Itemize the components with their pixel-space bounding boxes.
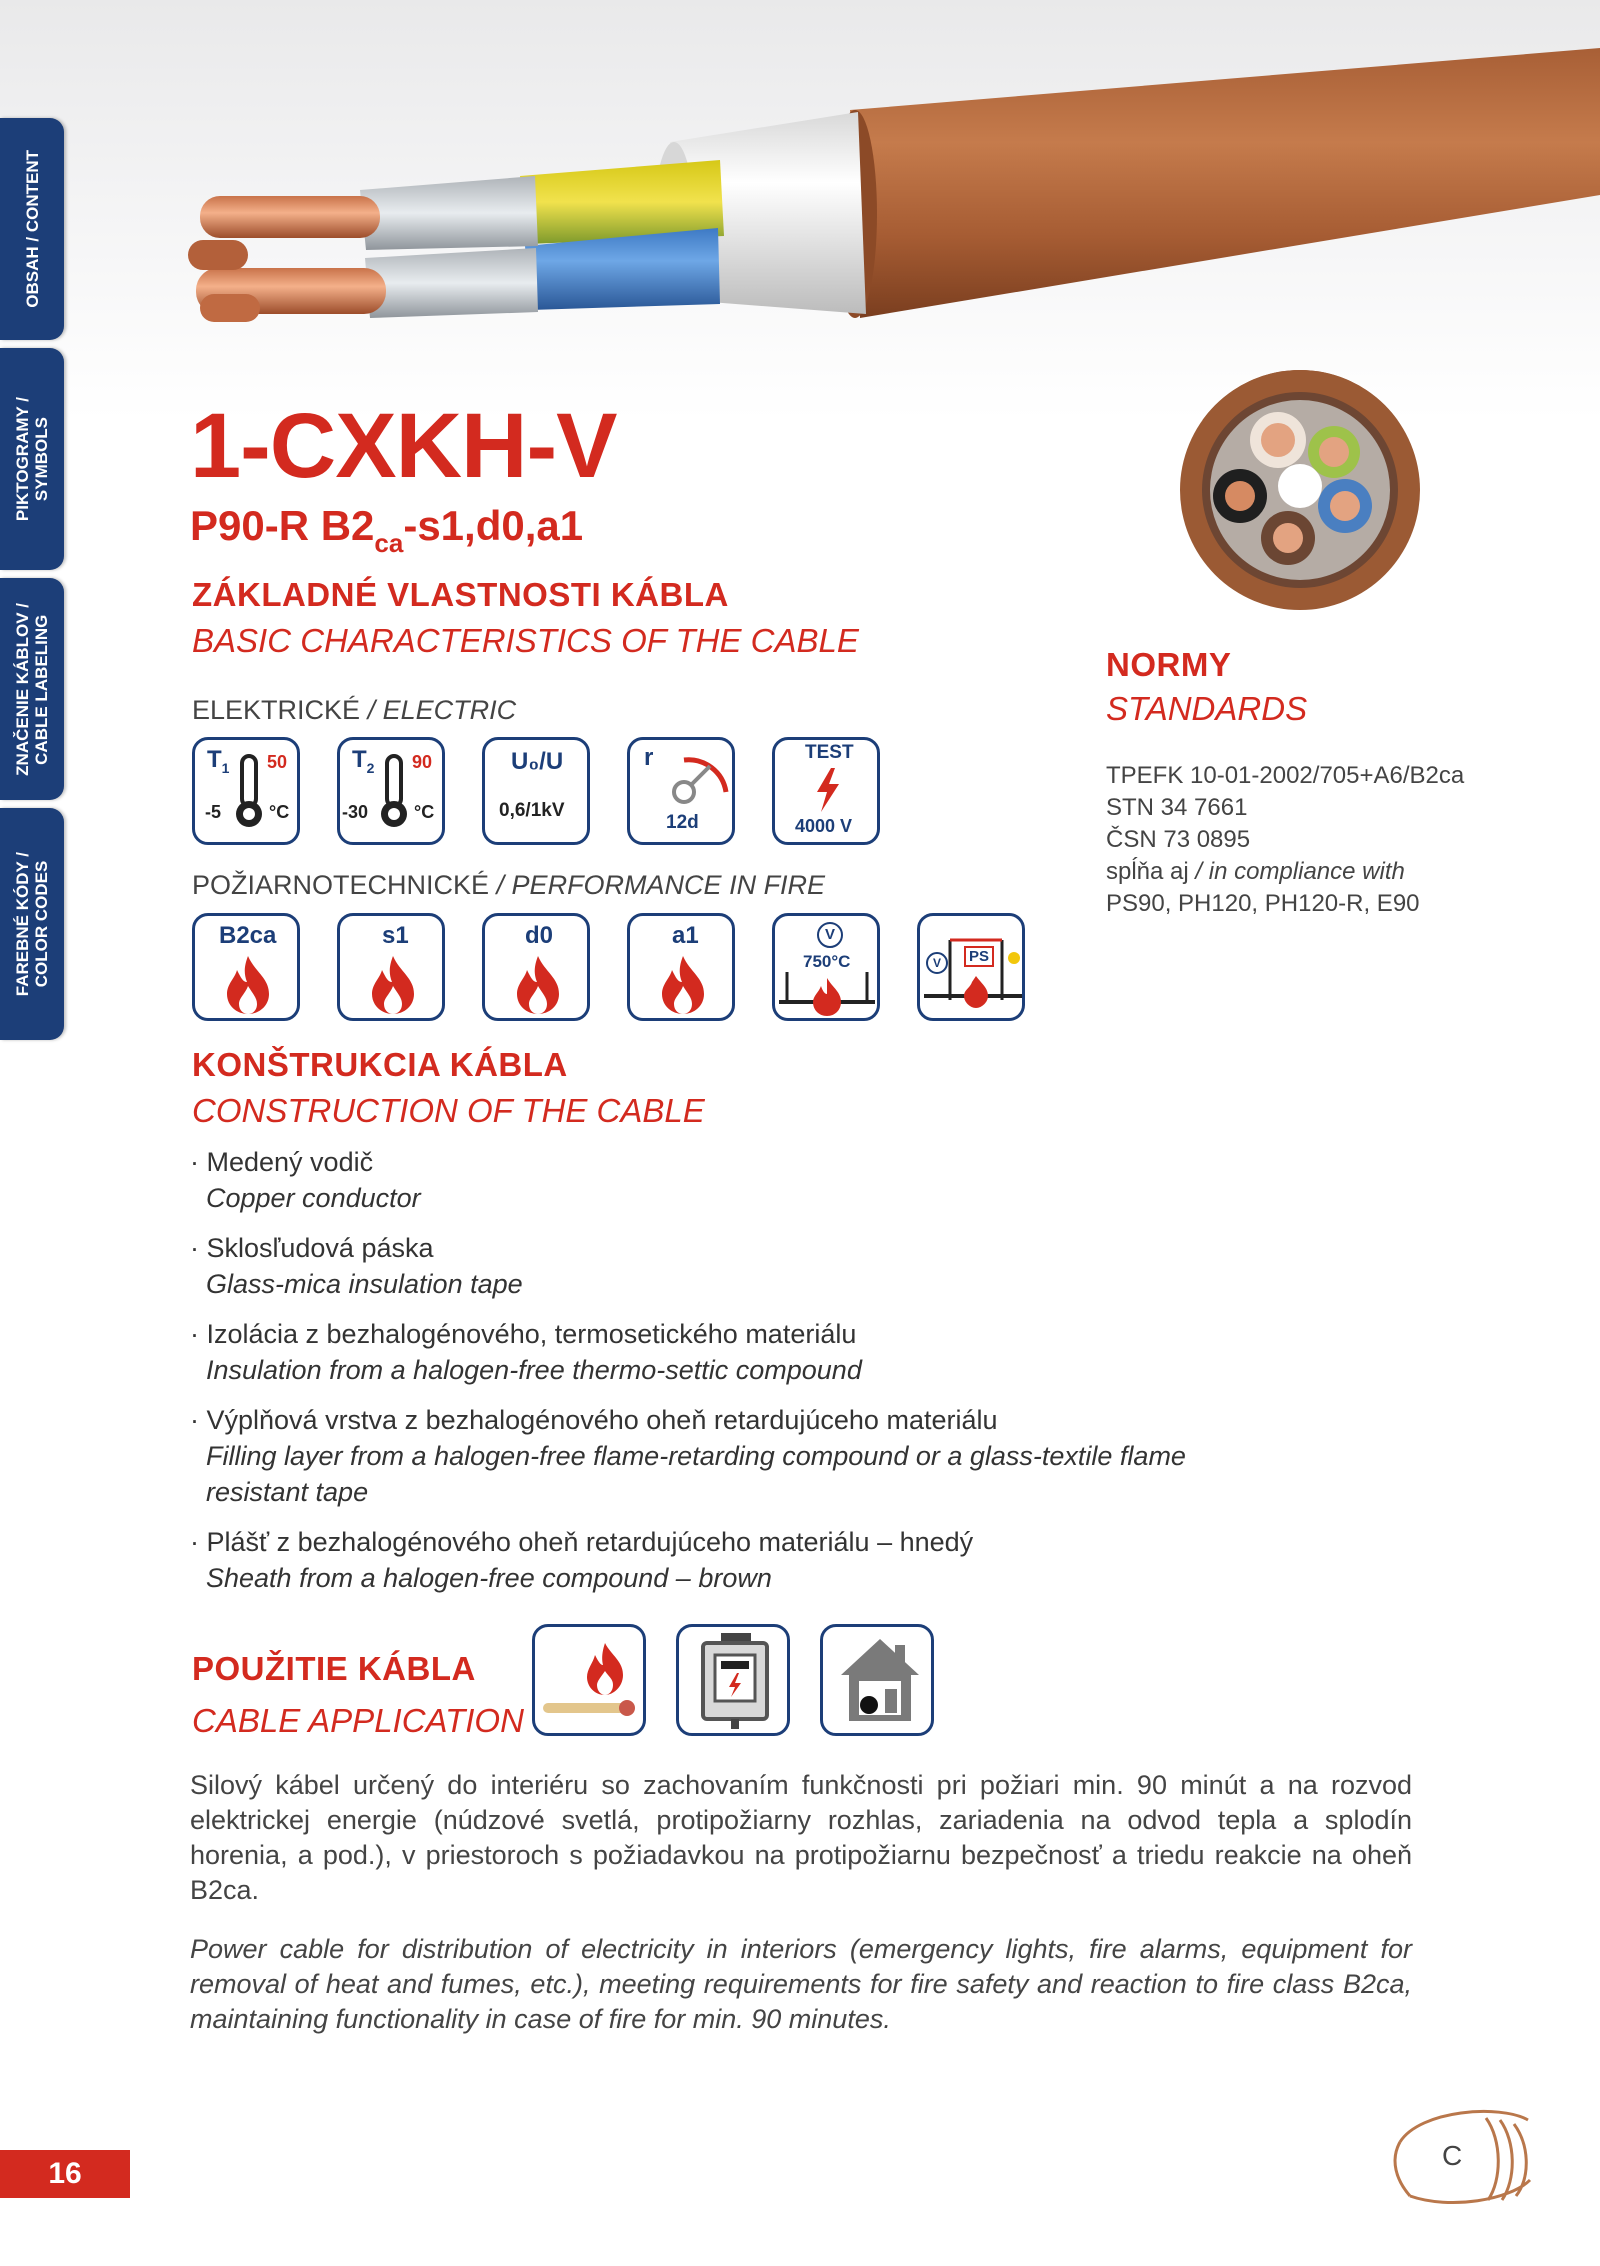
basic-characteristics-heading: ZÁKLADNÉ VLASTNOSTI KÁBLA	[192, 576, 729, 613]
bending-radius-icon: r 12d	[627, 737, 735, 845]
flame-icon	[225, 956, 271, 1014]
flame-icon	[515, 956, 561, 1014]
application-text-en: Power cable for distribution of electricity in interiors (emergency lights, fire alarms, equipment for removal of heat and fumes, etc.), meeting requirements for fire safety and reaction to fire class B2ca, maintaining functionality in case of fire for min. 90 minutes.	[190, 1934, 1412, 2034]
sidebar-tab-label: OBSAH / CONTENT	[22, 150, 42, 308]
sidebar-tab-label: ZNAČENIE KÁBLOV / CABLE LABELING	[13, 602, 51, 776]
construction-list	[190, 1144, 1200, 1610]
voltage-icon: U₀/U 0,6/1kV	[482, 737, 590, 845]
lightning-icon	[813, 768, 843, 812]
sidebar-tab-symbols[interactable]	[0, 348, 64, 570]
standards-heading-en: STANDARDS	[1106, 690, 1308, 727]
sidebar-tab-cable-labeling[interactable]	[0, 578, 64, 800]
fire-resistance-ps-icon: V PS	[917, 913, 1025, 1021]
list-item: · Izolácia z bezhalogénového, termosetického materiálu Insulation from a halogen-free thermo-settic compound	[190, 1319, 862, 1385]
flame-icon	[660, 956, 706, 1014]
fire-class-d0-icon: d0	[482, 913, 590, 1021]
standard-item: TPEFK 10-01-2002/705+A6/B2ca	[1106, 762, 1465, 789]
application-text-sk: Silový kábel určený do interiéru so zachovaním funkčnosti pri požiari min. 90 minút a na rozvod elektrickej energie (núdzové svetlá, protipožiarny rozhlas, zariadenia na odvod tepla a splodín horenia, a pod.), v priestoroch s požiadavkou na protipožiarnu bezpečnosť a triedu reakcie na oheň B2ca.	[190, 1770, 1412, 1905]
standard-item: STN 34 7661	[1106, 794, 1248, 821]
cable-hero-image	[0, 0, 1600, 420]
fire-class-b2ca-icon: B2ca	[192, 913, 300, 1021]
fire-class-a1-icon: a1	[627, 913, 735, 1021]
list-item: · Výplňová vrstva z bezhalogénového oheň retardujúceho materiálu Filling layer from a halogen-free flame-retarding compound or a glass-textile flame resistant tape	[190, 1405, 1186, 1507]
house-icon	[820, 1624, 934, 1736]
list-item: · Plášť z bezhalogénového oheň retardujúceho materiálu – hnedý Sheath from a halogen-free compound – brown	[190, 1527, 974, 1593]
thermometer-icon	[229, 754, 269, 834]
flame-icon	[370, 956, 416, 1014]
application-heading-en: CABLE APPLICATION	[192, 1702, 524, 1739]
thermometer-icon	[374, 754, 414, 834]
company-logo: C	[1390, 2100, 1540, 2210]
sidebar-tab-content[interactable]	[0, 118, 64, 340]
temperature-operation-icon: $T_2$ 90 -30 °C	[337, 737, 445, 845]
test-voltage-icon: TEST 4000 V	[772, 737, 880, 845]
construction-heading: KONŠTRUKCIA KÁBLA	[192, 1046, 568, 1083]
page-number: 16	[0, 2150, 130, 2198]
list-item: · Medený vodič Copper conductor	[190, 1147, 421, 1213]
fire-performance-label: POŽIARNOTECHNICKÉ / PERFORMANCE IN FIRE	[192, 870, 826, 900]
fire-match-icon	[532, 1624, 646, 1736]
temperature-install-icon: $T_1$ 50 -5 °C	[192, 737, 300, 845]
list-item: · Sklosľudová páska Glass-mica insulation tape	[190, 1233, 523, 1299]
sidebar-tab-label: PIKTOGRAMY / SYMBOLS	[13, 396, 51, 522]
bend-radius-icon	[666, 750, 732, 810]
flame-icon	[779, 972, 875, 1016]
basic-characteristics-heading-en: BASIC CHARACTERISTICS OF THE CABLE	[192, 622, 859, 659]
standard-item: ČSN 73 0895	[1106, 826, 1251, 853]
fire-resistance-750-icon: V 750°C	[772, 913, 880, 1021]
electric-label: ELEKTRICKÉ / ELECTRIC	[192, 695, 517, 725]
fire-class-s1-icon: s1	[337, 913, 445, 1021]
compliance-list: PS90, PH120, PH120-R, E90	[1106, 890, 1420, 917]
product-title: 1-CXKH-V	[190, 395, 617, 497]
standards-heading: NORMY	[1106, 646, 1232, 683]
flame-icon	[924, 930, 1022, 1016]
distribution-box-icon	[676, 1624, 790, 1736]
product-fire-class: P90-R $B2_{ca}-s1,d0,a1$	[190, 502, 584, 558]
construction-heading-en: CONSTRUCTION OF THE CABLE	[192, 1092, 705, 1129]
sidebar-tab-color-codes[interactable]	[0, 808, 64, 1040]
compliance-label: spĺňa aj / in compliance with	[1106, 858, 1405, 885]
sidebar-tab-label: FAREBNÉ KÓDY / COLOR CODES	[13, 851, 51, 997]
application-heading: POUŽITIE KÁBLA	[192, 1650, 476, 1687]
standards-list	[1106, 760, 1464, 920]
